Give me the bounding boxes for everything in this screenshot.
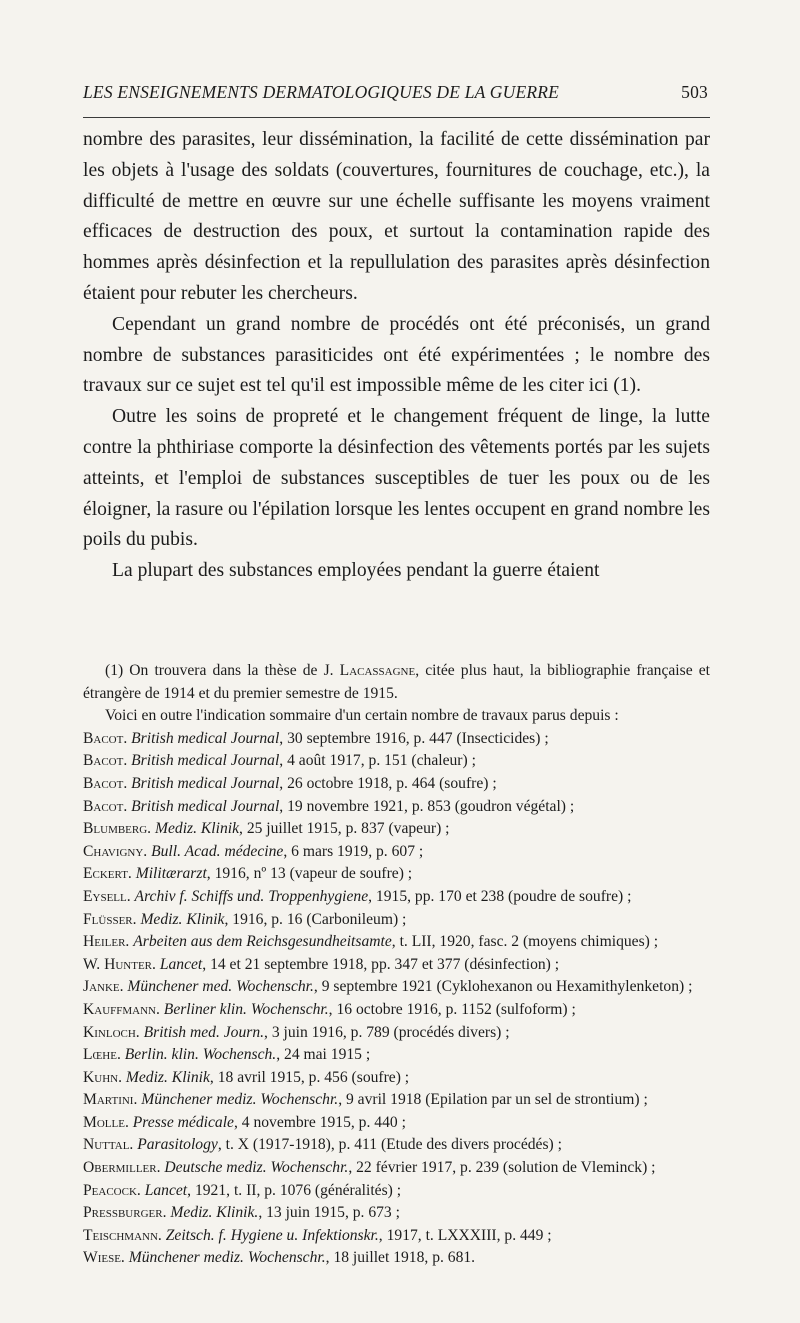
reference-detail: , 16 octobre 1916, p. 1152 (sulfoform) ;: [328, 1000, 576, 1018]
reference-journal: British medical Journal: [131, 797, 280, 815]
footnote-1: (1) On trouvera dans la thèse de J. Lacassagne, citée plus haut, la bibliographie française et étrangère de 1914 et du premier semestre de 1915.: [83, 662, 710, 702]
main-text: [83, 125, 710, 587]
reference: [83, 1136, 562, 1153]
reference-author: Bacot.: [83, 774, 132, 792]
reference-detail: , 13 juin 1915, p. 673 ;: [258, 1204, 400, 1222]
reference: [83, 730, 549, 747]
paragraph-4: La plupart des substances employées pendant la guerre étaient: [112, 560, 600, 582]
reference-author: Heiler.: [83, 933, 134, 951]
reference-detail: , 18 juillet 1918, p. 681.: [325, 1249, 476, 1267]
reference-journal: Zeitsch. f. Hygiene u. Infektionskr.: [165, 1226, 379, 1244]
reference-detail: , 24 mai 1915 ;: [276, 1046, 371, 1064]
reference-detail: , 1917, t. LXXXIII, p. 449 ;: [378, 1226, 552, 1244]
reference: [83, 752, 476, 769]
header-rule: [83, 117, 710, 118]
reference-journal: Presse médicale: [132, 1113, 234, 1131]
reference-author: Janke.: [83, 978, 128, 996]
reference-detail: , 9 septembre 1921 (Cyklohexanon ou Hexamithylenketon) ;: [313, 978, 693, 996]
reference-author: Martini.: [83, 1091, 142, 1109]
reference: [83, 798, 574, 815]
reference-author: Kuhn.: [83, 1068, 126, 1086]
reference: [83, 1069, 409, 1086]
reference-journal: Parasitology: [137, 1136, 218, 1154]
reference-journal: Münchener mediz. Wochenschr.: [128, 1249, 326, 1267]
reference: [83, 1024, 510, 1041]
reference-author: Lœhe.: [83, 1046, 125, 1064]
reference-journal: Militærarzt: [135, 865, 207, 883]
reference-detail: , 19 novembre 1921, p. 853 (goudron végétal) ;: [279, 797, 575, 815]
footnote-intro: Voici en outre l'indication sommaire d'un certain nombre de travaux parus depuis : Bacot. British medical Journal, 30 septembre 1916, p. 447 (Insecticides) ; Bacot. British medical Journal, 4 août 1917, p. 151 (chaleur) ; Bacot. British medical Journal, 26 octobre 1918, p. 464 (soufre) ; Bacot. British medical Journal, 19 novembre 1921, p. 853 (goudron végétal) ; Blumberg. Mediz. Klinik, 25 juillet 1915, p. 837 (vapeur) ; Chavigny. Bull. Acad. médecine, 6 mars 1919, p. 607 ; Eckert. Militærarzt, 1916, nº 13 (vapeur de soufre) ; Eysell. Archiv f. Schiffs und. Troppenhygiene, 1915, pp. 170 et 238 (poudre de soufre) ; Flüsser. Mediz. Klinik, 1916, p. 16 (Carbonileum) ; Heiler. Arbeiten aus dem Reichsgesundheitsamte, t. LII, 1920, fasc. 2 (moyens chimiques) ; W. Hunter. Lancet, 14 et 21 septembre 1918, pp. 347 et 377 (désinfection) ; Janke. Münchener med. Wochenschr., 9 septembre 1921 (Cyklohexanon ou Hexamithylenketon) ; Kauffmann. Berliner klin. Wochenschr., 16 octobre 1916, p. 1152 (sulfoform) ; Kinloch. British med. Journ., 3 juin 1916, p. 789 (procédés divers) ; Lœhe. Berlin. klin. Wochensch., 24 mai 1915 ; Kuhn. Mediz. Klinik, 18 avril 1915, p. 456 (soufre) ; Martini. Münchener mediz. Wochenschr., 9 avril 1918 (Epilation par un sel de strontium) ; Molle. Presse médicale, 4 novembre 1915, p. 440 ; Nuttal. Parasitology, t. X (1917-1918), p. 411 (Etude des divers procédés) ; Obermiller. Deutsche mediz. Wochenschr., 22 février 1917, p. 239 (solution de Vleminck) ; Peacock. Lancet, 1921, t. II, p. 1076 (généralités) ; Pressburger. Mediz. Klinik., 13 juin 1915, p. 673 ; Teischmann. Zeitsch. f. Hygiene u. Infektionskr., 1917, t. LXXXIII, p. 449 ; Wiese. Münchener mediz. Wochenschr., 18 juillet 1918, p. 681.: [83, 707, 693, 1267]
reference: [83, 1227, 552, 1244]
reference-author: Eckert.: [83, 865, 136, 883]
footnotes: [83, 660, 710, 1270]
reference-author: Obermiller.: [83, 1159, 165, 1177]
reference-journal: Deutsche mediz. Wochenschr.: [164, 1159, 349, 1177]
reference-journal: Lancet: [159, 955, 203, 973]
reference-journal: Mediz. Klinik: [140, 910, 225, 928]
reference-journal: Mediz. Klinik: [125, 1068, 210, 1086]
reference-journal: Mediz. Klinik: [154, 820, 240, 838]
reference-journal: Berliner klin. Wochenschr.: [163, 1000, 329, 1018]
reference-detail: , 26 octobre 1918, p. 464 (soufre) ;: [279, 774, 497, 792]
reference: [83, 843, 423, 860]
reference: [83, 865, 412, 882]
reference-detail: , 1921, t. II, p. 1076 (généralités) ;: [187, 1181, 402, 1199]
reference-journal: Lancet: [144, 1181, 188, 1199]
reference-author: Kinloch.: [83, 1023, 144, 1041]
reference-author: Chavigny.: [83, 842, 152, 860]
reference: [83, 820, 450, 837]
reference-author: Flüsser.: [83, 910, 141, 928]
reference-journal: Bull. Acad. médecine: [151, 842, 284, 860]
reference-detail: , 25 juillet 1915, p. 837 (vapeur) ;: [239, 820, 450, 838]
reference-detail: , 6 mars 1919, p. 607 ;: [283, 842, 424, 860]
reference: [83, 775, 497, 792]
reference: [83, 1204, 400, 1221]
reference-journal: British medical Journal: [131, 774, 280, 792]
reference: [83, 888, 631, 905]
reference: [83, 911, 406, 928]
reference-list: [83, 730, 692, 1267]
reference-detail: , t. X (1917-1918), p. 411 (Etude des divers procédés) ;: [217, 1136, 562, 1154]
paragraph-2: Cependant un grand nombre de procédés ont été préconisés, un grand nombre de substances parasiticides ont été expérimentées ; le nombre des travaux sur ce sujet est tel qu'il est impossible même de les citer ici (1).: [83, 313, 710, 397]
reference: [83, 1114, 406, 1131]
reference-author: Teischmann.: [83, 1226, 166, 1244]
reference-author: Molle.: [83, 1113, 133, 1131]
reference-author: Kauffmann.: [83, 1000, 164, 1018]
reference-author: Pressburger.: [83, 1204, 171, 1222]
reference-journal: Münchener mediz. Wochenschr.: [141, 1091, 339, 1109]
reference-detail: , 3 juin 1916, p. 789 (procédés divers) ;: [264, 1023, 510, 1041]
reference-journal: Arbeiten aus dem Reichsgesundheitsamte: [133, 933, 392, 951]
reference-detail: , 14 et 21 septembre 1918, pp. 347 et 377 (désinfection) ;: [202, 955, 560, 973]
reference: [83, 1046, 370, 1063]
reference-author: W. Hunter.: [83, 955, 160, 973]
reference-author: Bacot.: [83, 797, 132, 815]
reference-detail: , 4 août 1917, p. 151 (chaleur) ;: [279, 752, 476, 770]
reference-journal: British medical Journal: [131, 752, 280, 770]
reference-author: Eysell.: [83, 887, 135, 905]
reference-author: Blumberg.: [83, 820, 155, 838]
reference-journal: British medical Journal: [131, 729, 280, 747]
reference-detail: , 18 avril 1915, p. 456 (soufre) ;: [209, 1068, 410, 1086]
reference-author: Wiese.: [83, 1249, 129, 1267]
reference: [83, 956, 559, 973]
reference-detail: , 1916, p. 16 (Carbonileum) ;: [224, 910, 407, 928]
reference-detail: , 9 avril 1918 (Epilation par un sel de strontium) ;: [338, 1091, 648, 1109]
running-header: [83, 82, 708, 110]
reference-journal: Archiv f. Schiffs und. Troppenhygiene: [134, 887, 369, 905]
author-name: Lacassagne: [339, 662, 416, 679]
reference: [83, 933, 658, 950]
reference-journal: British med. Journ.: [143, 1023, 265, 1041]
reference: [83, 1091, 648, 1108]
reference-author: Peacock.: [83, 1181, 145, 1199]
reference: [83, 1001, 576, 1018]
reference-author: Bacot.: [83, 752, 132, 770]
reference: [83, 1182, 401, 1199]
page-number: 503: [681, 82, 708, 102]
paragraph-1: nombre des parasites, leur dissémination, la facilité de cette dissémination par les objets à l'usage des soldats (couvertures, fournitures de couchage, etc.), la difficulté de mettre en œuvre sur une échelle suffisante les moyens vraiment efficaces de destruction des poux, et surtout la contamination rapide des hommes après désinfection et la repullulation des parasites après désinfection étaient pour rebuter les chercheurs.: [83, 129, 710, 304]
reference-detail: , 30 septembre 1916, p. 447 (Insecticides) ;: [279, 729, 549, 747]
running-title: LES ENSEIGNEMENTS DERMATOLOGIQUES DE LA GUERRE: [83, 82, 560, 102]
reference-detail: , 22 février 1917, p. 239 (solution de Vleminck) ;: [348, 1159, 656, 1177]
reference-detail: , 1916, nº 13 (vapeur de soufre) ;: [206, 865, 413, 883]
reference-detail: , t. LII, 1920, fasc. 2 (moyens chimiques) ;: [391, 933, 659, 951]
reference-author: Nuttal.: [83, 1136, 138, 1154]
reference: [83, 978, 692, 995]
reference-detail: , 1915, pp. 170 et 238 (poudre de soufre) ;: [368, 887, 632, 905]
reference-journal: Mediz. Klinik.: [170, 1204, 259, 1222]
reference-detail: , 4 novembre 1915, p. 440 ;: [233, 1113, 406, 1131]
reference: [83, 1159, 656, 1176]
reference-journal: Münchener med. Wochenschr.: [127, 978, 314, 996]
reference-journal: Berlin. klin. Wochensch.: [124, 1046, 277, 1064]
paragraph-3: Outre les soins de propreté et le changement fréquent de linge, la lutte contre la phthiriase comporte la désinfection des vêtements portés par les sujets atteints, et l'emploi de substances susceptibles de tuer les poux ou de les éloigner, la rasure ou l'épilation lorsque les lentes occupent en grand nombre les poils du pubis.: [83, 406, 710, 551]
reference-author: Bacot.: [83, 729, 132, 747]
reference: [83, 1249, 475, 1266]
